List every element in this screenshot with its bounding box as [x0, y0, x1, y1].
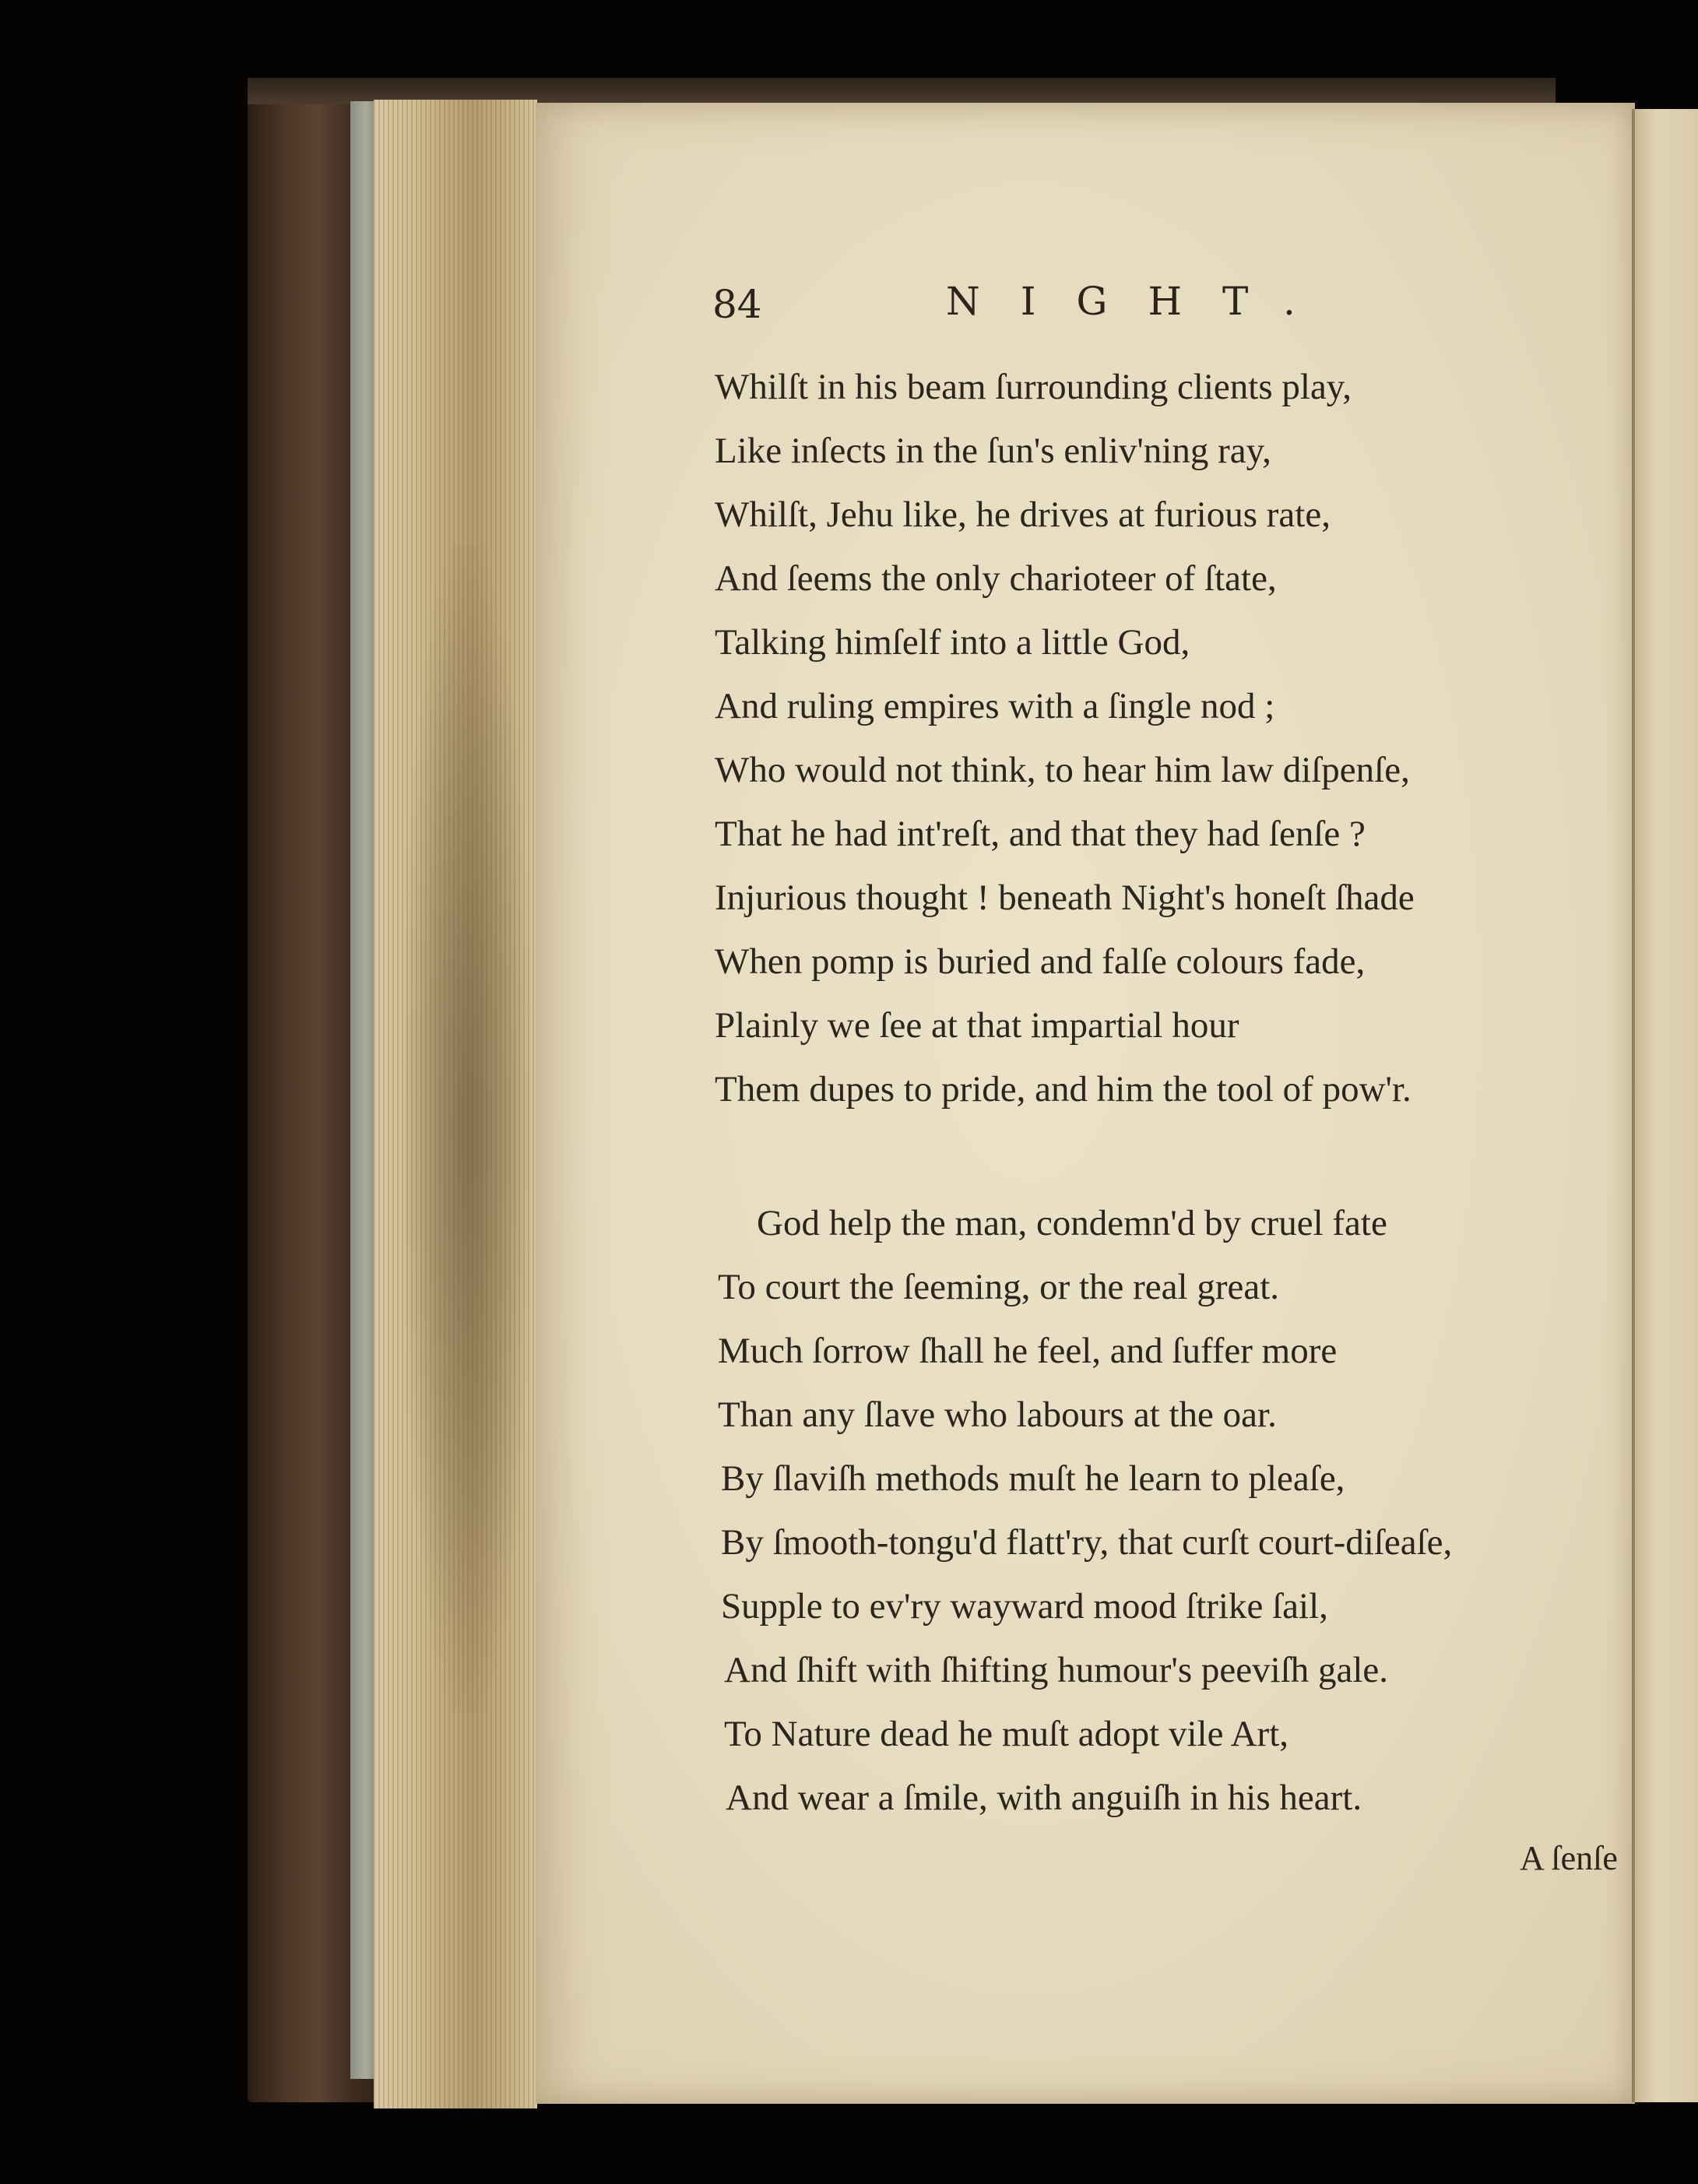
poem-line: Injurious thought ! beneath Night's honeſt ſhade: [715, 877, 1415, 918]
poem-line: That he had int'reſt, and that they had ſenſe ?: [715, 814, 1366, 854]
poem-line: Than any ſlave who labours at the oar.: [718, 1394, 1277, 1435]
poem-line: And ſeems the only charioteer of ſtate,: [715, 558, 1277, 599]
poem-line: And wear a ſmile, with anguiſh in his heart.: [726, 1778, 1362, 1818]
catchword: A ſenſe: [1520, 1839, 1618, 1877]
poem-line: Supple to ev'ry wayward mood ſtrike ſail,: [721, 1586, 1328, 1627]
poem-line: By ſlaviſh methods muſt he learn to pleaſe,: [721, 1458, 1345, 1499]
running-head: NIGHT.: [946, 279, 1336, 324]
page-number: 84: [712, 282, 762, 327]
poem-line: Whilſt in his beam ſurrounding clients play,: [715, 367, 1352, 407]
poem-line: Like inſects in the ſun's enliv'ning ray,: [715, 431, 1271, 471]
poem-line: When pomp is buried and falſe colours fade,: [715, 941, 1366, 982]
poem-line: Them dupes to pride, and him the tool of pow'r.: [715, 1069, 1411, 1110]
page-stain: [405, 545, 529, 1713]
poem-line: Plainly we ſee at that impartial hour: [715, 1005, 1239, 1046]
poem-line: Whilſt, Jehu like, he drives at furious rate,: [715, 494, 1331, 535]
poem-line: Who would not think, to hear him law diſpenſe,: [715, 750, 1410, 790]
poem-line: And ſhift with ſhifting humour's peeviſh gale.: [724, 1650, 1389, 1690]
poem-line: And ruling empires with a ſingle nod ;: [715, 686, 1275, 726]
poem-line: To court the ſeeming, or the real great.: [718, 1267, 1279, 1307]
poem-line: God help the man, condemn'd by cruel fate: [757, 1203, 1387, 1243]
poem-line: To Nature dead he muſt adopt vile Art,: [724, 1714, 1289, 1754]
poem-line: Much ſorrow ſhall he feel, and ſuffer more: [718, 1331, 1338, 1371]
poem-line: Talking himſelf into a little God,: [715, 622, 1190, 663]
poem-line: By ſmooth-tongu'd flatt'ry, that curſt court-diſeaſe,: [721, 1522, 1453, 1563]
facing-page-edge: [1635, 109, 1698, 2102]
